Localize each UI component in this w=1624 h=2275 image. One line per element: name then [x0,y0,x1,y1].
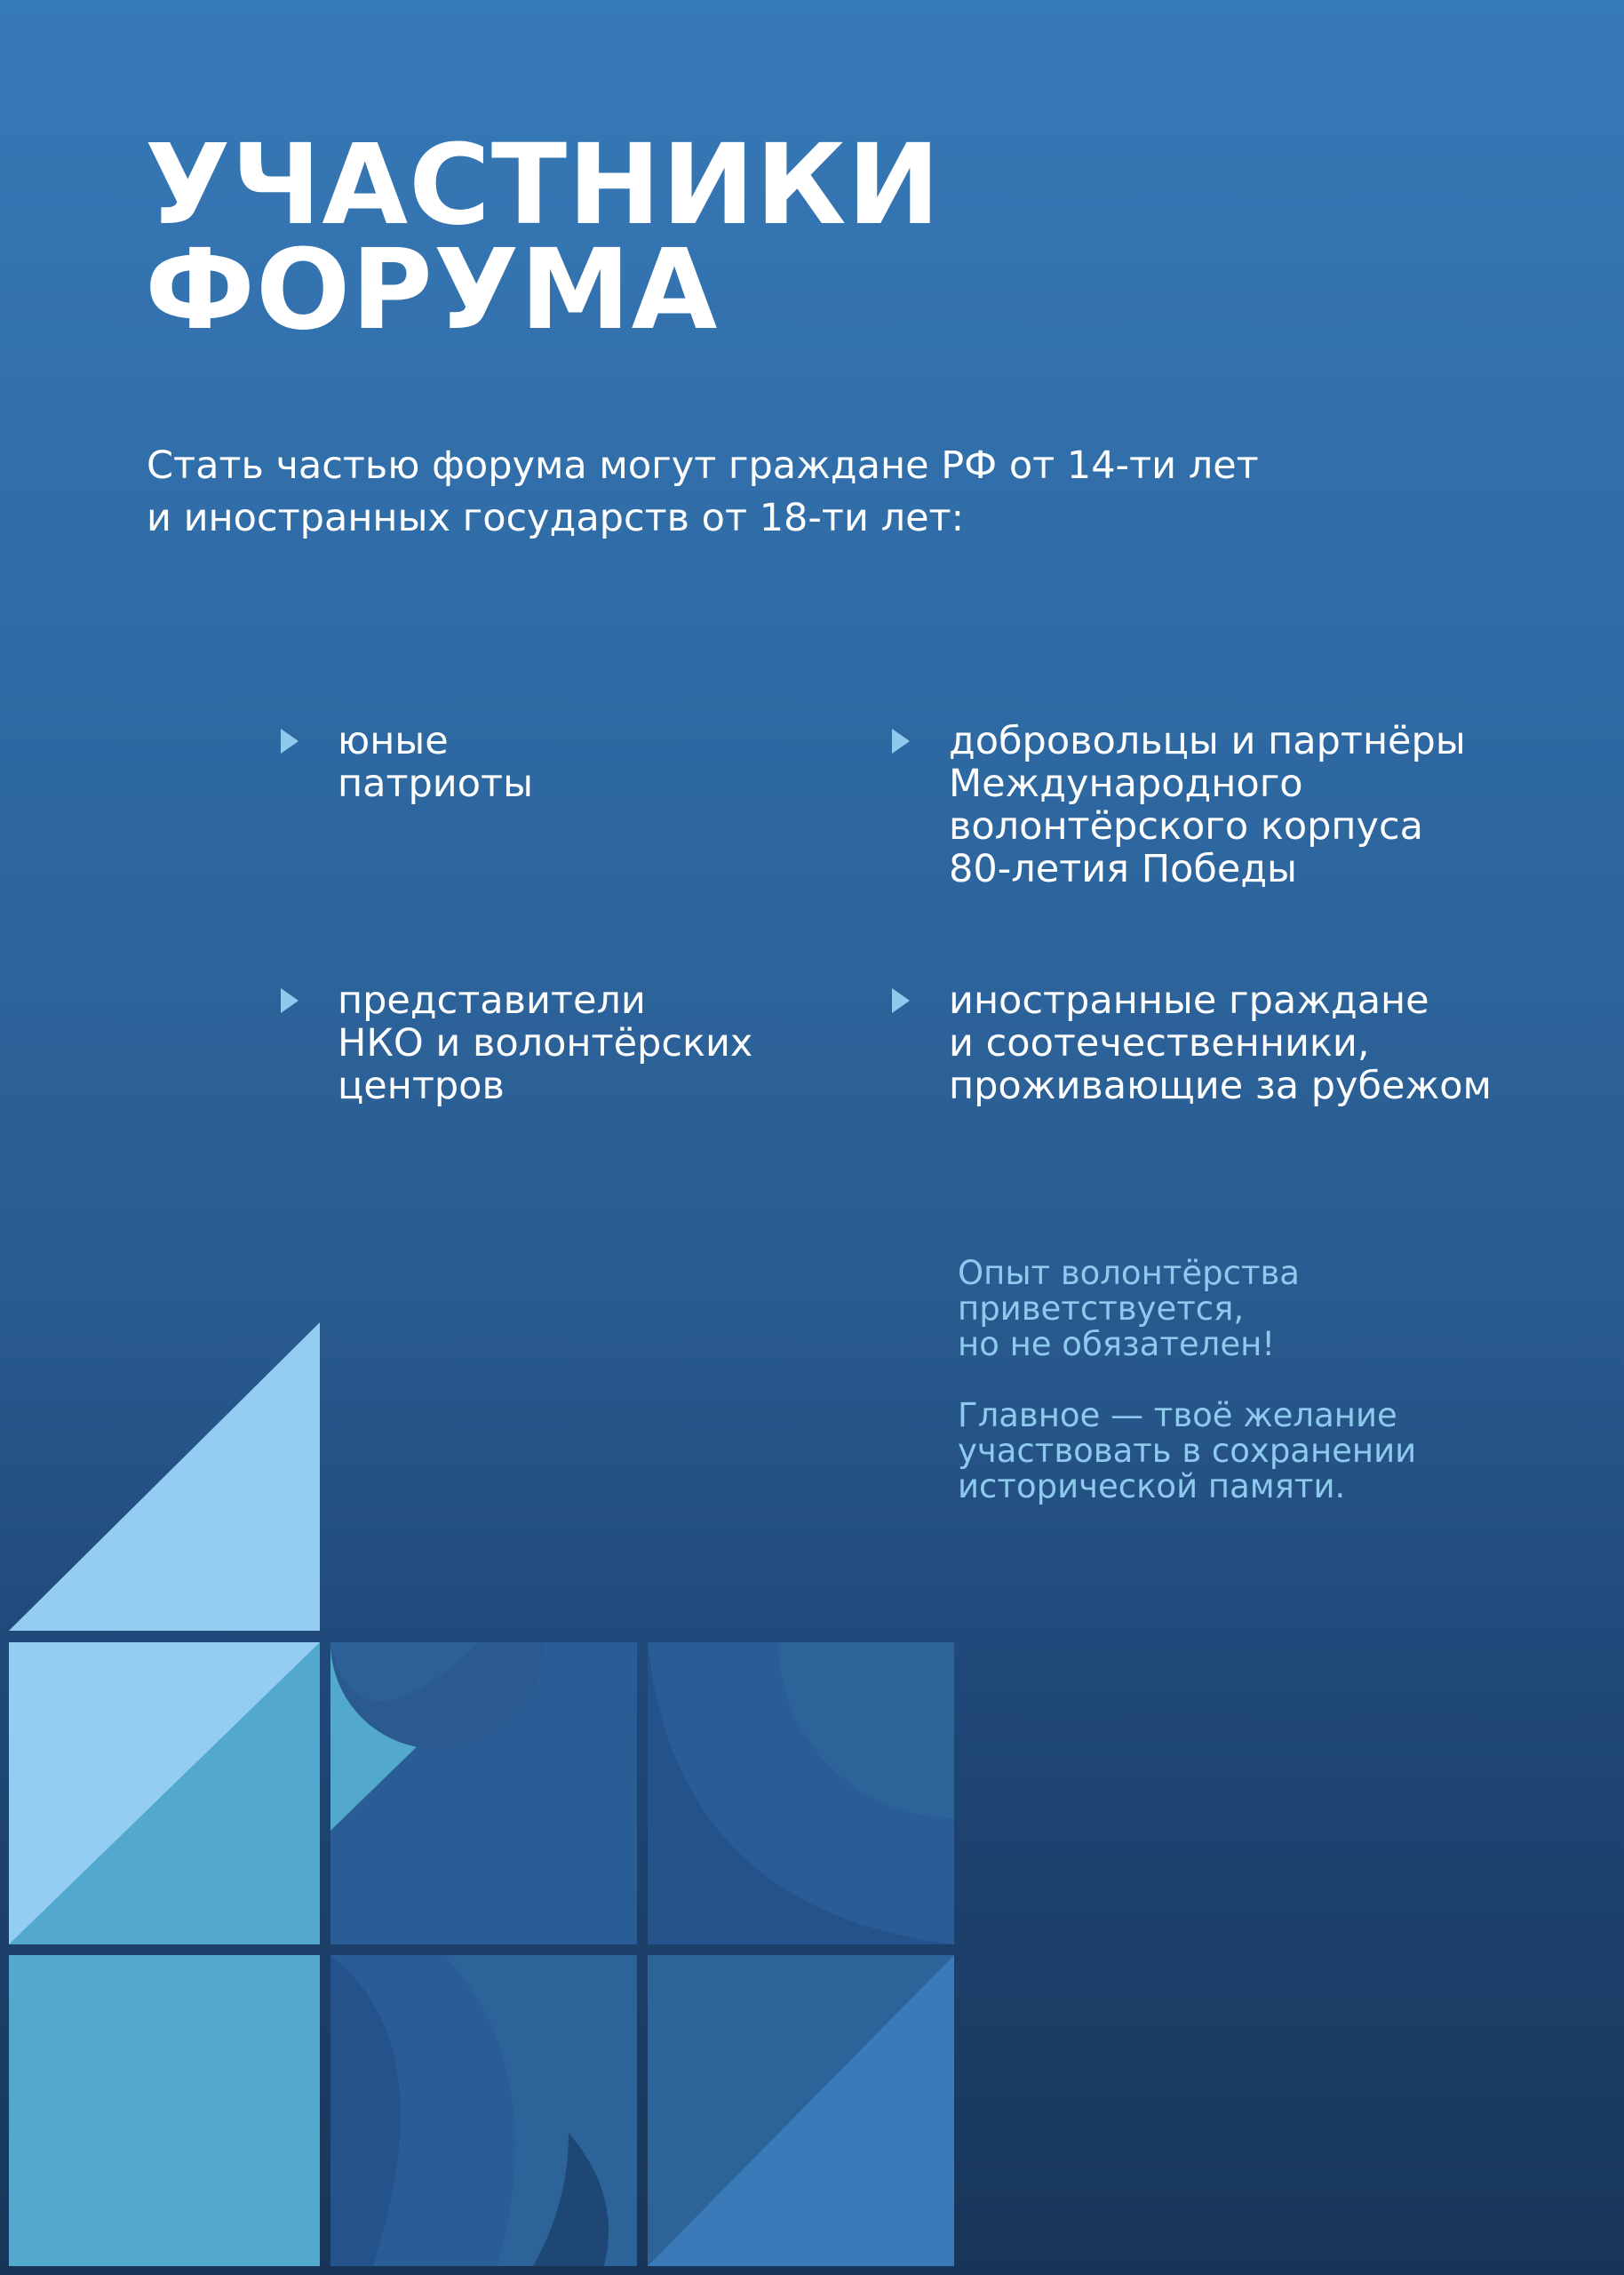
bullet-arrow-icon [281,729,299,754]
category-line: НКО и волонтёрских [338,1021,753,1066]
bullet-arrow-icon [892,988,910,1013]
intro-text [147,440,1479,545]
category-text [949,979,1492,1107]
volunteer-note [958,1256,1416,1540]
category-line: 80-летия Победы [949,847,1297,891]
note-line: но не обязателен! [958,1325,1276,1363]
note-line: приветствуется, [958,1289,1245,1328]
mosaic-row-1 [9,1642,954,1944]
note-line: Главное — твоё желание [958,1396,1397,1434]
category-line: центров [338,1064,505,1108]
intro-line: Стать частью форума могут граждане РФ от 14-ти лет [147,443,1259,488]
category-line: добровольцы и партнёры [949,719,1466,763]
title-line: ФОРУМА [145,226,719,355]
note-line: Опыт волонтёрства [958,1254,1300,1292]
mosaic-row-2 [9,1955,954,2266]
category-text [338,979,752,1107]
page-title [145,121,942,355]
bullet-arrow-icon [281,988,299,1013]
category-line: юные [338,719,449,763]
note-line: исторической памяти. [958,1467,1346,1505]
category-line: волонтёрского корпуса [949,804,1423,849]
mosaic-top-triangle [9,1322,320,1631]
intro-line: и иностранных государств от 18-ти лет: [147,496,965,540]
category-line: представители [338,978,646,1023]
category-text [949,720,1466,890]
category-line: иностранные граждане [949,978,1429,1023]
bullet-arrow-icon [892,729,910,754]
category-line: Международного [949,762,1303,806]
category-text [338,720,533,805]
note-paragraph [958,1398,1416,1505]
note-paragraph [958,1256,1416,1362]
title-line: УЧАСТНИКИ [145,121,942,250]
category-line: патриоты [338,762,534,806]
category-line: и соотечественники, [949,1021,1370,1066]
note-line: участвовать в сохранении [958,1432,1417,1470]
category-line: проживающие за рубежом [949,1064,1492,1108]
